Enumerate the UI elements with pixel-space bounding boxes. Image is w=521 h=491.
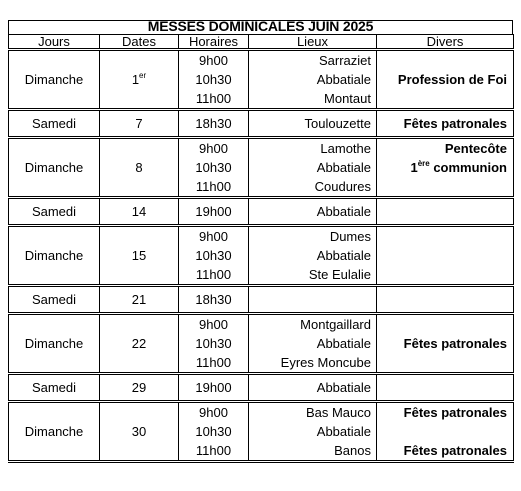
times-cell <box>179 138 249 198</box>
time-entry: 18h30 <box>195 116 232 131</box>
time-entry: 9h00 <box>199 405 228 420</box>
place-entry: Toulouzette <box>304 116 371 131</box>
note-entry: Fêtes patronales <box>403 405 507 420</box>
day-label: Samedi <box>31 292 77 307</box>
date-cell <box>100 226 179 286</box>
day-cell <box>9 226 100 286</box>
times-cell <box>179 374 249 402</box>
day-label: Dimanche <box>24 424 84 439</box>
time-entry: 11h00 <box>195 443 232 458</box>
schedule-row <box>9 110 514 138</box>
note-entry: Fêtes patronales <box>403 116 507 131</box>
note-entry <box>377 246 507 265</box>
places-cell <box>249 138 377 198</box>
times-cell <box>179 50 249 110</box>
note-entry <box>377 202 507 221</box>
date-label: 14 <box>131 204 147 219</box>
schedule-table <box>8 34 514 463</box>
notes-cell <box>377 314 514 374</box>
place-entry: Banos <box>334 443 371 458</box>
date-label: 7 <box>135 116 143 131</box>
date-label: 22 <box>131 336 147 351</box>
date-cell <box>100 110 179 138</box>
date-label: 29 <box>131 380 147 395</box>
note-entry: Pentecôte <box>444 141 507 156</box>
date-label: 15 <box>131 248 147 263</box>
header-horaires: Horaires <box>179 35 249 50</box>
time-entry: 9h00 <box>199 141 228 156</box>
note-entry <box>377 51 507 70</box>
note-entry <box>377 315 507 334</box>
header-jours: Jours <box>9 35 100 50</box>
day-label: Samedi <box>31 380 77 395</box>
date-cell <box>100 314 179 374</box>
notes-cell <box>377 286 514 314</box>
schedule-row <box>9 286 514 314</box>
date-cell <box>100 374 179 402</box>
places-cell <box>249 402 377 462</box>
times-cell <box>179 198 249 226</box>
day-cell <box>9 402 100 462</box>
time-entry: 10h30 <box>195 248 232 263</box>
place-entry: Coudures <box>314 179 371 194</box>
times-cell <box>179 314 249 374</box>
place-entry: Abbatiale <box>316 336 371 351</box>
place-entry: Lamothe <box>320 141 371 156</box>
places-cell <box>249 374 377 402</box>
header-lieux: Lieux <box>249 35 377 50</box>
note-entry <box>377 353 507 372</box>
place-entry: Dumes <box>329 229 371 244</box>
schedule-row <box>9 50 514 110</box>
time-entry: 10h30 <box>195 424 232 439</box>
place-entry: Ste Eulalie <box>308 267 371 282</box>
place-entry: Abbatiale <box>316 248 371 263</box>
day-label: Dimanche <box>24 248 84 263</box>
date-label: 8 <box>135 160 143 175</box>
table-bottom-border <box>9 462 514 464</box>
day-cell <box>9 314 100 374</box>
note-entry <box>377 265 507 284</box>
place-entry: Bas Mauco <box>305 405 371 420</box>
places-cell <box>249 226 377 286</box>
time-entry: 11h00 <box>195 355 232 370</box>
place-entry: Eyres Moncube <box>280 355 371 370</box>
note-entry <box>377 227 507 246</box>
place-entry: Abbatiale <box>316 160 371 175</box>
day-cell <box>9 110 100 138</box>
note-suffix: communion <box>429 160 507 175</box>
time-entry: 10h30 <box>195 72 232 87</box>
schedule-row <box>9 314 514 374</box>
times-cell <box>179 110 249 138</box>
header-dates: Dates <box>100 35 179 50</box>
notes-cell <box>377 374 514 402</box>
time-entry: 9h00 <box>199 229 228 244</box>
note-entry: Fêtes patronales <box>403 443 507 458</box>
note-entry <box>377 177 507 196</box>
places-cell <box>249 198 377 226</box>
date-cell <box>100 50 179 110</box>
date-label: 1 <box>131 72 140 87</box>
notes-cell <box>377 110 514 138</box>
day-label: Dimanche <box>24 72 84 87</box>
page-title: MESSES DOMINICALES JUIN 2025 <box>147 18 374 34</box>
date-label: 21 <box>131 292 147 307</box>
times-cell <box>179 226 249 286</box>
note-superscript: ère <box>417 159 430 168</box>
date-cell <box>100 198 179 226</box>
note-entry <box>377 378 507 397</box>
day-label: Dimanche <box>24 160 84 175</box>
day-cell <box>9 138 100 198</box>
day-label: Samedi <box>31 204 77 219</box>
place-entry <box>249 290 371 309</box>
places-cell <box>249 110 377 138</box>
place-entry: Sarraziet <box>318 53 371 68</box>
time-entry: 11h00 <box>195 267 232 282</box>
schedule-row <box>9 226 514 286</box>
day-label: Samedi <box>31 116 77 131</box>
date-cell <box>100 138 179 198</box>
place-entry: Abbatiale <box>316 380 371 395</box>
time-entry: 10h30 <box>195 160 232 175</box>
place-entry: Abbatiale <box>316 424 371 439</box>
day-cell <box>9 374 100 402</box>
time-entry: 9h00 <box>199 317 228 332</box>
note-prefix: 1 <box>410 160 418 175</box>
day-cell <box>9 198 100 226</box>
schedule-row <box>9 138 514 198</box>
note-entry <box>377 422 507 441</box>
place-entry: Abbatiale <box>316 72 371 87</box>
time-entry: 11h00 <box>195 179 232 194</box>
schedule-row <box>9 402 514 462</box>
places-cell <box>249 314 377 374</box>
day-cell <box>9 50 100 110</box>
time-entry: 18h30 <box>195 292 232 307</box>
note-entry <box>377 290 507 309</box>
schedule-body <box>9 35 514 464</box>
places-cell <box>249 50 377 110</box>
places-cell <box>249 286 377 314</box>
date-superscript: er <box>139 71 147 80</box>
note-entry <box>377 158 507 177</box>
schedule-row <box>9 198 514 226</box>
notes-cell <box>377 50 514 110</box>
time-entry: 19h00 <box>195 204 232 219</box>
time-entry: 19h00 <box>195 380 232 395</box>
header-divers: Divers <box>377 35 514 50</box>
note-entry: Profession de Foi <box>397 72 507 87</box>
date-label: 30 <box>131 424 147 439</box>
place-entry: Montgaillard <box>300 317 371 332</box>
times-cell <box>179 286 249 314</box>
day-cell <box>9 286 100 314</box>
header-row <box>9 35 514 50</box>
notes-cell <box>377 226 514 286</box>
note-entry <box>377 89 507 108</box>
bottom-border-cell <box>9 462 514 464</box>
place-entry: Montaut <box>324 91 371 106</box>
notes-cell <box>377 402 514 462</box>
time-entry: 11h00 <box>195 91 232 106</box>
note-entry: Fêtes patronales <box>403 336 507 351</box>
notes-cell <box>377 138 514 198</box>
day-label: Dimanche <box>24 336 84 351</box>
place-entry: Abbatiale <box>316 204 371 219</box>
notes-cell <box>377 198 514 226</box>
time-entry: 9h00 <box>199 53 228 68</box>
date-cell <box>100 402 179 462</box>
time-entry: 10h30 <box>195 336 232 351</box>
date-cell <box>100 286 179 314</box>
times-cell <box>179 402 249 462</box>
schedule-row <box>9 374 514 402</box>
schedule-table-wrapper <box>8 34 513 463</box>
